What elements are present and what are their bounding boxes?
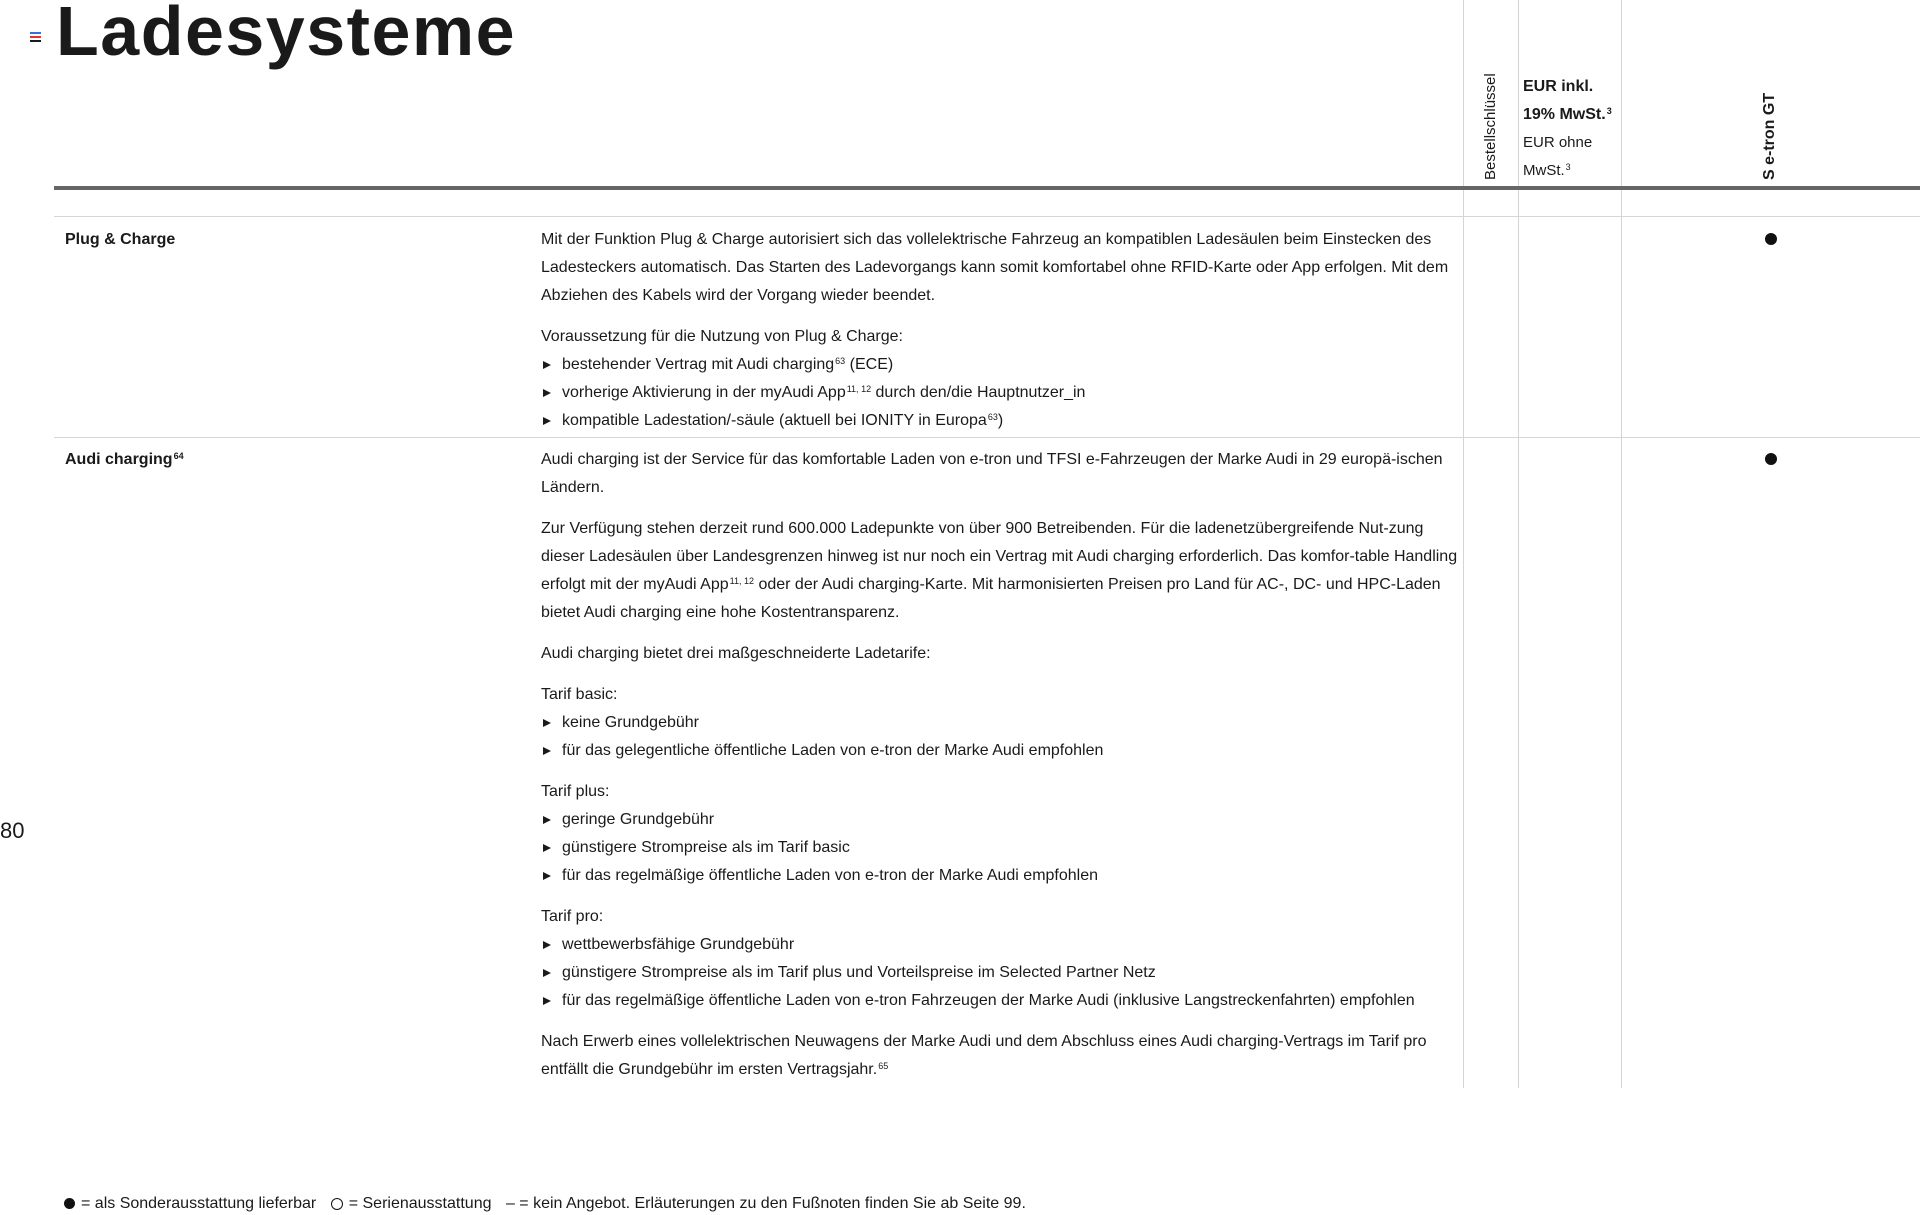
description-paragraph: Mit der Funktion Plug & Charge autorisiert sich das vollelektrische Fahrzeug an kompatiblen Ladesäulen beim Einstecken des Ladesteckers automatisch. Das Starten des Ladevorgangs kann somit komfortabel ohne RFID-Karte oder App erfolgen. Mit dem Abziehen des Kabels wird der Vorgang wieder beendet. bbox=[541, 231, 1449, 304]
list-item: günstigere Strompreise als im Tarif plus und Vorteilspreise im Selected Partner Netz bbox=[541, 959, 1461, 987]
column-divider bbox=[1518, 0, 1519, 1088]
page-title: Ladesysteme bbox=[56, 0, 517, 70]
row-divider bbox=[54, 437, 1920, 438]
row-label-plug-charge: Plug & Charge bbox=[65, 231, 176, 248]
list-item: geringe Grundgebühr bbox=[541, 806, 1461, 834]
availability-dot bbox=[1765, 453, 1777, 465]
price-header: EUR inkl. 19% MwSt.$^3$ EUR ohne MwSt.$^3$ bbox=[1523, 78, 1612, 179]
bullet-arrow-icon bbox=[543, 997, 551, 1005]
list-item: kompatible Ladestation/-säule (aktuell bei IONITY in Europa$^{63}$) bbox=[541, 407, 1461, 435]
row-description-audi-charging bbox=[541, 446, 1461, 1097]
row-divider bbox=[54, 216, 1920, 217]
list-item: für das regelmäßige öffentliche Laden von e-tron Fahrzeugen der Marke Audi (inklusive Langstreckenfahrten) empfohlen bbox=[541, 987, 1461, 1015]
list-item: vorherige Aktivierung in der myAudi App$^{11, 12}$ durch den/die Hauptnutzer_in bbox=[541, 379, 1461, 407]
bullet-arrow-icon bbox=[543, 361, 551, 369]
model-header: S e-tron GT bbox=[1761, 92, 1778, 180]
bullet-arrow-icon bbox=[543, 719, 551, 727]
availability-dot bbox=[1765, 233, 1777, 245]
list-item: bestehender Vertrag mit Audi charging$^{63}$ (ECE) bbox=[541, 351, 1461, 379]
bullet-arrow-icon bbox=[543, 747, 551, 755]
tariff-heading: Tarif pro: bbox=[541, 908, 604, 925]
description-paragraph: Audi charging bietet drei maßgeschneiderte Ladetarife: bbox=[541, 645, 931, 662]
description-paragraph: Audi charging ist der Service für das komfortable Laden von e-tron und TFSI e-Fahrzeugen der Marke Audi in 29 europä-ischen Ländern. bbox=[541, 451, 1443, 496]
bullet-arrow-icon bbox=[543, 941, 551, 949]
empty-circle-icon bbox=[331, 1198, 343, 1210]
description-paragraph: Zur Verfügung stehen derzeit rund 600.000 Ladepunkte von über 900 Betreibenden. Für die ladenetzübergreifende Nut-zung dieser Ladesäulen über Landesgrenzen hinweg ist nur noch ein Vertrag mit Audi charging erforderlich. Das komfor-table Handling erfolgt mit der myAudi App$^{11, 12}$ oder der Audi charging-Karte. Mit harmonisierten Preisen pro Land für AC-, DC- und HPC-Laden bietet Audi charging eine hohe Kostentransparenz. bbox=[541, 520, 1458, 621]
row-label-audi-charging: Audi charging$^{64}$ bbox=[65, 451, 184, 468]
bullet-arrow-icon bbox=[543, 417, 551, 425]
list-item: wettbewerbsfähige Grundgebühr bbox=[541, 931, 1461, 959]
description-paragraph: Voraussetzung für die Nutzung von Plug & Charge: bbox=[541, 328, 903, 345]
bullet-arrow-icon bbox=[543, 872, 551, 880]
bullet-arrow-icon bbox=[543, 816, 551, 824]
bullet-arrow-icon bbox=[543, 844, 551, 852]
description-paragraph: Nach Erwerb eines vollelektrischen Neuwagens der Marke Audi und dem Abschluss eines Audi charging-Vertrags im Tarif pro entfällt die Grundgebühr im ersten Vertragsjahr.$^{65}$ bbox=[541, 1033, 1427, 1078]
filled-dot-icon bbox=[64, 1198, 75, 1209]
row-description-plug-charge bbox=[541, 226, 1461, 435]
column-divider bbox=[1621, 0, 1622, 1088]
brand-mark-icon bbox=[30, 32, 41, 42]
list-item: günstigere Strompreise als im Tarif basic bbox=[541, 834, 1461, 862]
page-number: 80 bbox=[0, 818, 25, 843]
order-key-header: Bestellschlüssel bbox=[1482, 73, 1499, 180]
bullet-arrow-icon bbox=[543, 969, 551, 977]
list-item: für das regelmäßige öffentliche Laden von e-tron der Marke Audi empfohlen bbox=[541, 862, 1461, 890]
legend: = als Sonderausstattung lieferbar = Serienausstattung – = kein Angebot. Erläuterungen zu den Fußnoten finden Sie ab Seite 99. bbox=[64, 1194, 1026, 1214]
column-divider bbox=[1463, 0, 1464, 1088]
bullet-arrow-icon bbox=[543, 389, 551, 397]
list-item: keine Grundgebühr bbox=[541, 709, 1461, 737]
header-divider bbox=[54, 186, 1920, 190]
list-item: für das gelegentliche öffentliche Laden von e-tron der Marke Audi empfohlen bbox=[541, 737, 1461, 765]
tariff-heading: Tarif basic: bbox=[541, 686, 618, 703]
tariff-heading: Tarif plus: bbox=[541, 783, 610, 800]
